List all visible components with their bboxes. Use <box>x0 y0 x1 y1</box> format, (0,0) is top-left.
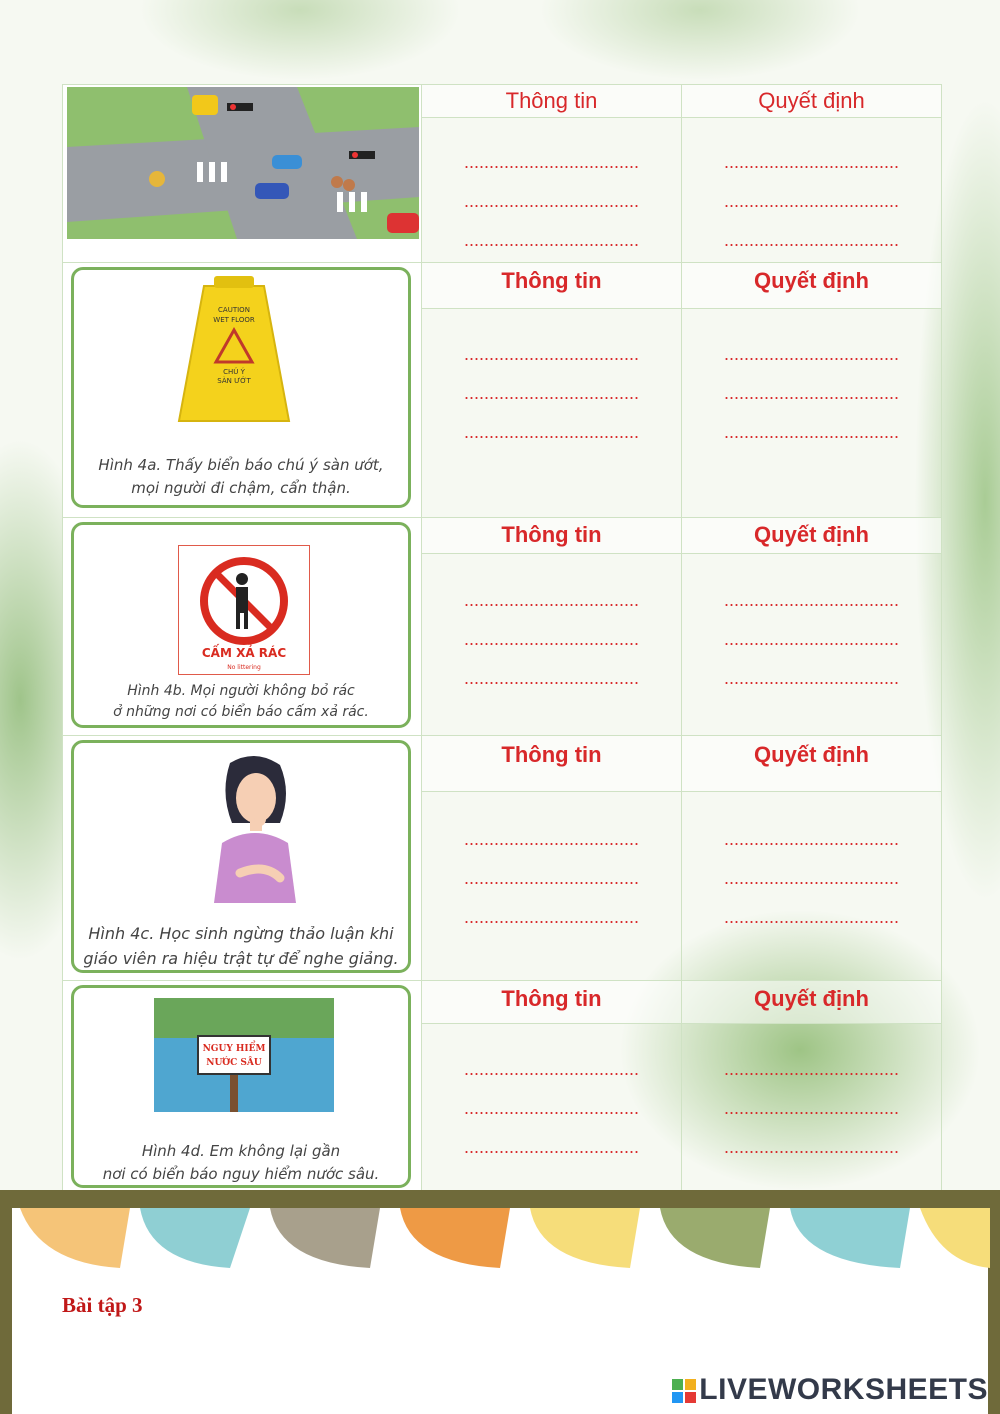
sign-text: NGUY HIỂM <box>202 1044 266 1054</box>
deep-water-sign-image <box>154 998 334 1112</box>
decision-column <box>682 736 942 981</box>
table-row <box>63 981 942 1194</box>
answer-line[interactable]: ................................... <box>723 907 900 927</box>
decision-header: Quyết định <box>682 736 941 792</box>
picture-card <box>71 267 411 508</box>
decision-header: Quyết định <box>682 518 941 554</box>
liveworksheets-logo <box>672 1373 988 1407</box>
decor-bar <box>0 1190 1000 1208</box>
answer-line[interactable]: ................................... <box>723 668 900 688</box>
answer-line[interactable]: ................................... <box>463 383 640 403</box>
brand-text: LIVEWORKSHEETS <box>699 1373 988 1406</box>
answer-line[interactable]: ................................... <box>463 344 640 364</box>
teacher-illustration <box>200 753 310 903</box>
image-cell <box>63 981 422 1194</box>
answer-line[interactable]: ................................... <box>723 152 900 172</box>
figure-caption: Hình 4b. Mọi người không bỏ rác <box>127 683 355 699</box>
answer-line[interactable]: ................................... <box>723 829 900 849</box>
picture-card <box>71 985 411 1188</box>
image-cell <box>63 518 422 736</box>
info-header: Thông tin <box>422 518 681 554</box>
figure-caption: Hình 4c. Học sinh ngừng thảo luận khi <box>88 924 394 943</box>
info-column <box>422 981 682 1194</box>
figure-caption: ở những nơi có biển báo cấm xả rác. <box>113 704 369 720</box>
decision-header: Quyết định <box>682 85 941 118</box>
figure-caption: Hình 4a. Thấy biển báo chú ý sàn ướt, <box>98 456 384 474</box>
no-littering-sign-image <box>178 545 310 675</box>
image-cell <box>63 85 422 263</box>
answer-line[interactable]: ................................... <box>463 1137 640 1157</box>
sign-text: CHÚ Ý <box>223 368 245 376</box>
figure-caption: Hình 4d. Em không lại gần <box>141 1142 341 1160</box>
image-cell <box>63 263 422 518</box>
sign-text: SÀN ƯỚT <box>217 377 251 385</box>
info-column <box>422 736 682 981</box>
liveworksheets-logo-icon <box>672 1379 696 1403</box>
decision-header: Quyết định <box>682 981 941 1024</box>
answer-line[interactable]: ................................... <box>463 868 640 888</box>
info-header: Thông tin <box>422 85 681 118</box>
answer-line[interactable]: ................................... <box>723 629 900 649</box>
answer-line[interactable]: ................................... <box>463 829 640 849</box>
figure-caption: mọi người đi chậm, cẩn thận. <box>131 479 351 497</box>
exercise-title: Bài tập 3 <box>62 1293 143 1317</box>
sign-text: No littering <box>227 664 261 671</box>
answer-line[interactable]: ................................... <box>723 422 900 442</box>
answer-line[interactable]: ................................... <box>723 590 900 610</box>
answer-line[interactable]: ................................... <box>723 1059 900 1079</box>
table-row <box>63 85 942 263</box>
answer-line[interactable]: ................................... <box>463 422 640 442</box>
decision-column <box>682 263 942 518</box>
figure-caption: nơi có biển báo nguy hiểm nước sâu. <box>102 1165 380 1183</box>
decision-column <box>682 981 942 1194</box>
answer-line[interactable]: ................................... <box>723 1137 900 1157</box>
table-row <box>63 736 942 981</box>
info-header: Thông tin <box>422 981 681 1024</box>
sign-text: WET FLOOR <box>213 316 255 324</box>
info-column <box>422 518 682 736</box>
answer-line[interactable]: ................................... <box>463 191 640 211</box>
answer-line[interactable]: ................................... <box>723 191 900 211</box>
answer-line[interactable]: ................................... <box>463 152 640 172</box>
sign-text: CẤM XẢ RÁC <box>201 646 287 660</box>
answer-line[interactable]: ................................... <box>463 590 640 610</box>
picture-card <box>71 740 411 973</box>
answer-line[interactable]: ................................... <box>463 230 640 250</box>
decision-column <box>682 85 942 263</box>
figure-caption: giáo viên ra hiệu trật tự để nghe giảng. <box>83 949 399 968</box>
answer-line[interactable]: ................................... <box>463 629 640 649</box>
info-column <box>422 263 682 518</box>
worksheet-table <box>62 84 942 1194</box>
answer-line[interactable]: ................................... <box>723 344 900 364</box>
wet-floor-sign-image <box>174 276 294 426</box>
answer-line[interactable]: ................................... <box>463 907 640 927</box>
bunting-decoration <box>0 1208 1000 1298</box>
table-row <box>63 518 942 736</box>
info-header: Thông tin <box>422 736 681 792</box>
table-row <box>63 263 942 518</box>
answer-line[interactable]: ................................... <box>723 383 900 403</box>
info-column <box>422 85 682 263</box>
decision-header: Quyết định <box>682 263 941 309</box>
traffic-intersection-image <box>67 87 419 239</box>
image-cell <box>63 736 422 981</box>
answer-line[interactable]: ................................... <box>463 1098 640 1118</box>
info-header: Thông tin <box>422 263 681 309</box>
answer-line[interactable]: ................................... <box>463 1059 640 1079</box>
decision-column <box>682 518 942 736</box>
sign-text: CAUTION <box>218 306 250 314</box>
sign-text: NƯỚC SÂU <box>206 1058 262 1068</box>
picture-card <box>71 522 411 728</box>
answer-line[interactable]: ................................... <box>723 230 900 250</box>
answer-line[interactable]: ................................... <box>723 868 900 888</box>
answer-line[interactable]: ................................... <box>463 668 640 688</box>
answer-line[interactable]: ................................... <box>723 1098 900 1118</box>
